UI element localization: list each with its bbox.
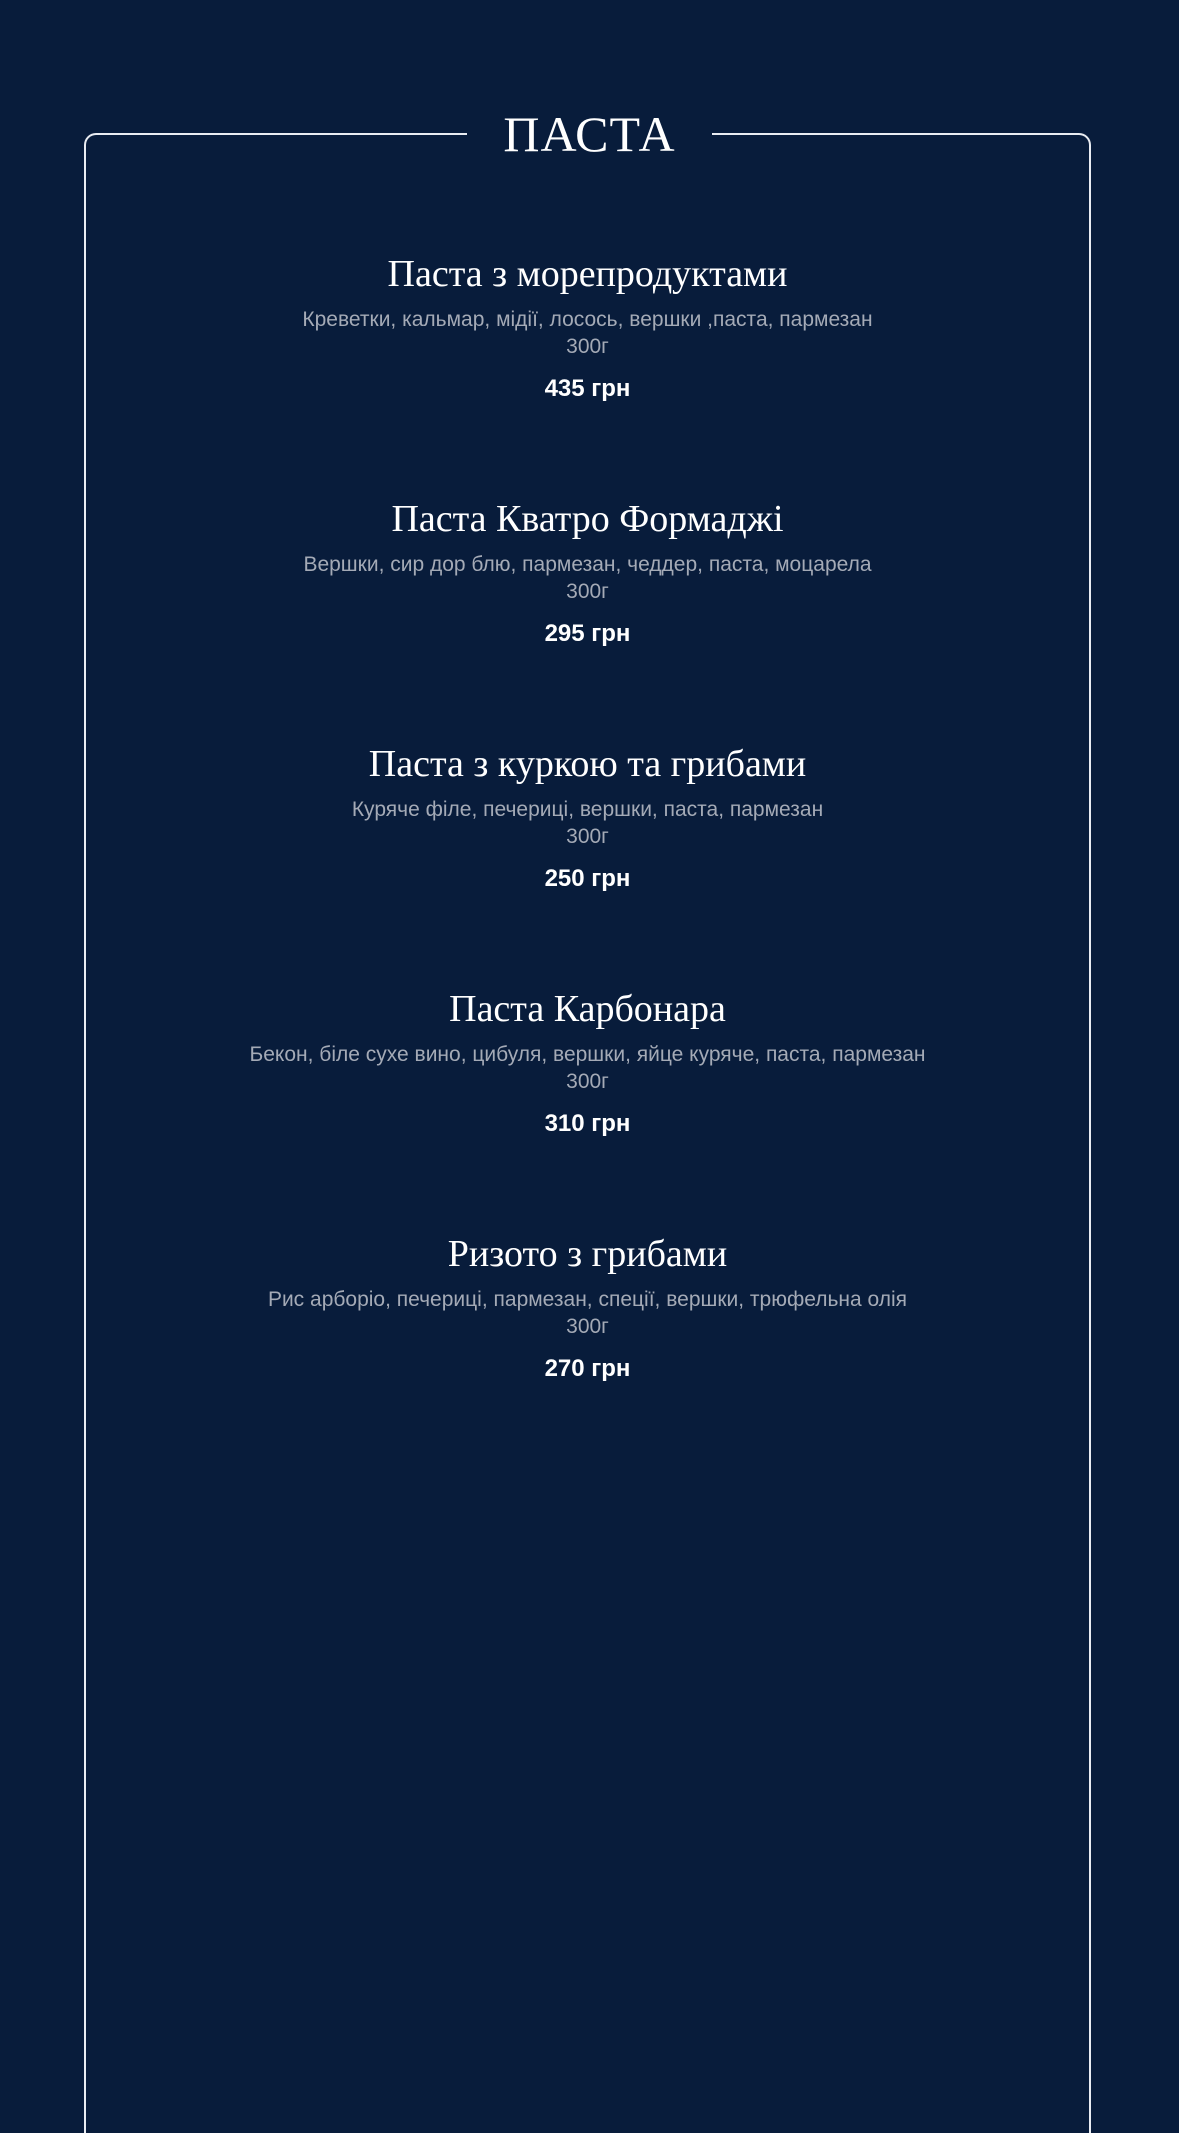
item-price: 310 грн	[544, 1110, 631, 1137]
item-price: 295 грн	[544, 620, 631, 647]
item-name: Паста з куркою та грибами	[368, 743, 807, 785]
item-description: Рис арборіо, печериці, пармезан, спеції, вершки, трюфельна олія	[267, 1288, 908, 1311]
item-description: Вершки, сир дор блю, пармезан, чеддер, паста, моцарела	[303, 553, 872, 576]
item-name: Паста Карбонара	[449, 988, 726, 1030]
item-price: 435 грн	[544, 375, 631, 402]
item-name: Паста з морепродуктами	[387, 253, 788, 295]
item-name: Паста Кватро Формаджі	[391, 498, 784, 540]
item-weight: 300г	[566, 825, 609, 848]
item-description: Бекон, біле сухе вино, цибуля, вершки, яйце куряче, паста, пармезан	[249, 1043, 926, 1066]
item-name: Ризото з грибами	[447, 1233, 728, 1275]
item-weight: 300г	[566, 580, 609, 603]
item-description: Креветки, кальмар, мідії, лосось, вершки ,паста, пармезан	[302, 308, 873, 331]
item-weight: 300г	[566, 1315, 609, 1338]
menu-item	[84, 1230, 1091, 1475]
item-description: Куряче філе, печериці, вершки, паста, пармезан	[351, 798, 824, 821]
item-weight: 300г	[566, 335, 609, 358]
item-price: 250 грн	[544, 865, 631, 892]
section-title: ПАСТА	[467, 104, 711, 164]
menu-item	[84, 495, 1091, 740]
menu-item	[84, 985, 1091, 1230]
menu-item	[84, 250, 1091, 495]
menu-item-list	[84, 250, 1091, 1475]
item-weight: 300г	[566, 1070, 609, 1093]
item-price: 270 грн	[544, 1355, 631, 1382]
menu-item	[84, 740, 1091, 985]
